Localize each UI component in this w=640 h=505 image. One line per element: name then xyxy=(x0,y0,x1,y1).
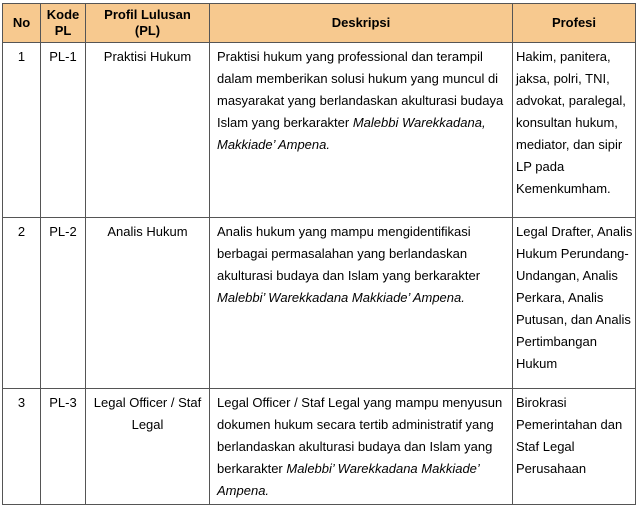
table-header-row xyxy=(3,4,636,43)
cell-profesi: Hakim, panitera, jaksa, polri, TNI, advokat, paralegal, konsultan hukum, mediator, dan sipir LP pada Kemenkumham. xyxy=(513,43,636,218)
table-row xyxy=(3,43,636,218)
deskripsi-motto: Malebbi’ Warekkadana Makkiade’ Ampena. xyxy=(217,290,465,305)
cell-kode: PL-2 xyxy=(41,218,86,389)
cell-kode: PL-1 xyxy=(41,43,86,218)
header-kode-line1: Kode xyxy=(46,7,80,22)
header-profil-line2: (PL) xyxy=(134,23,161,38)
header-deskripsi: Deskripsi xyxy=(210,4,513,43)
table-row xyxy=(3,389,636,505)
cell-profesi: Legal Drafter, Analis Hukum Perundang-Undangan, Analis Perkara, Analis Putusan, dan Analis Pertimbangan Hukum xyxy=(513,218,636,389)
header-profil-line1: Profil Lulusan xyxy=(104,7,191,22)
cell-no: 1 xyxy=(3,43,41,218)
deskripsi-text: Legal Officer / Staf Legal yang mampu menyusun dokumen hukum secara tertib administratif yang berlandaskan akulturasi budaya dan Islam yang berkarakter xyxy=(217,395,503,476)
cell-deskripsi xyxy=(210,218,513,389)
header-profil-lulusan xyxy=(86,4,210,43)
deskripsi-motto: Malebbi Warekkadana, Makkiade’ Ampena. xyxy=(217,115,486,152)
cell-deskripsi xyxy=(210,389,513,505)
cell-profil: Analis Hukum xyxy=(86,218,210,389)
cell-deskripsi xyxy=(210,43,513,218)
header-profesi: Profesi xyxy=(513,4,636,43)
header-kode-pl xyxy=(41,4,86,43)
deskripsi-text: Praktisi hukum yang professional dan terampil dalam memberikan solusi hukum yang muncul di masyarakat yang berlandaskan akulturasi budaya Islam yang berkarakter xyxy=(217,49,504,130)
cell-no: 2 xyxy=(3,218,41,389)
cell-profil: Legal Officer / Staf Legal xyxy=(86,389,210,505)
cell-kode: PL-3 xyxy=(41,389,86,505)
cell-no: 3 xyxy=(3,389,41,505)
header-no: No xyxy=(3,4,41,43)
header-kode-line2: PL xyxy=(54,23,72,38)
deskripsi-text: Analis hukum yang mampu mengidentifikasi berbagai permasalahan yang berlandaskan akulturasi budaya dan Islam yang berkarakter xyxy=(217,224,481,283)
cell-profesi: Birokrasi Pemerintahan dan Staf Legal Perusahaan xyxy=(513,389,636,505)
deskripsi-motto: Malebbi’ Warekkadana Makkiade’ Ampena. xyxy=(217,461,480,498)
profil-lulusan-table xyxy=(2,3,636,505)
table-row xyxy=(3,218,636,389)
cell-profil: Praktisi Hukum xyxy=(86,43,210,218)
